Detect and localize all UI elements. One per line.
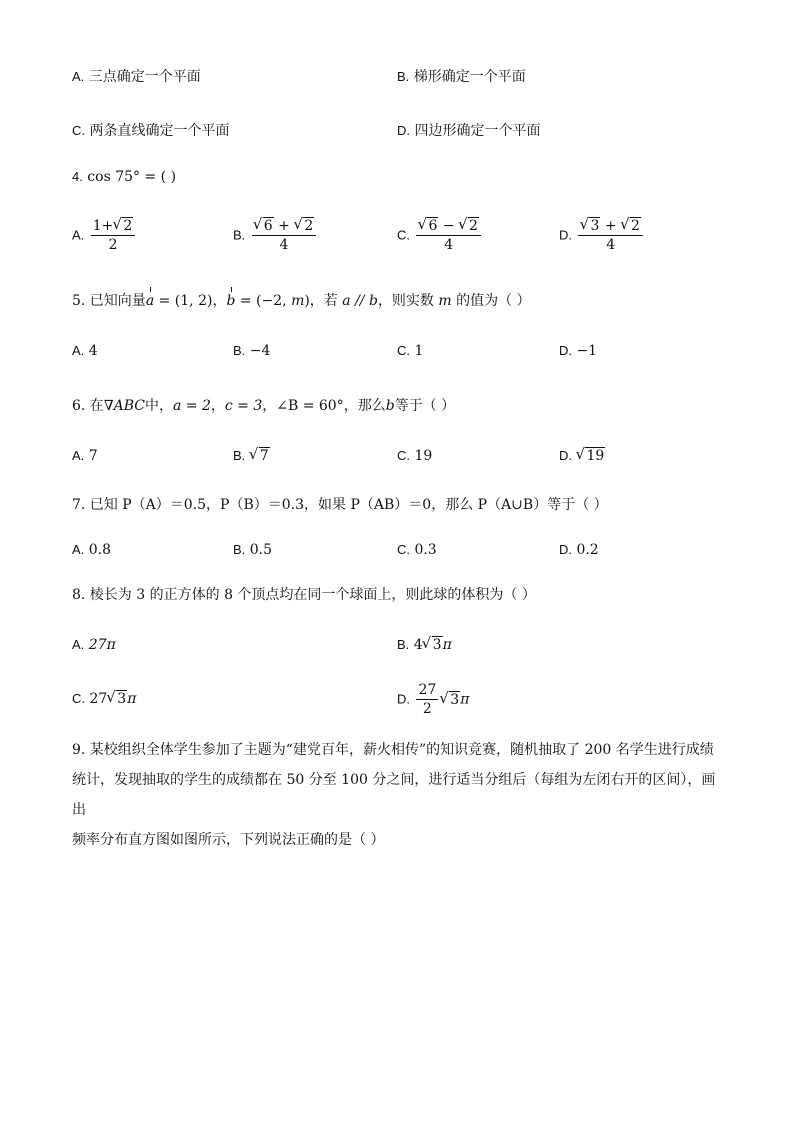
- q3-option-d: [397, 122, 540, 140]
- q3-option-b-text: 梯形确定一个平面: [413, 69, 526, 85]
- q9-line-2: 统计，发现抽取的学生的成绩都在 50 分至 100 分之间，进行适当分组后（每组为左闭右开的区间），画出: [72, 772, 716, 818]
- q8-option-c: C. 27√ 3π: [72, 690, 136, 708]
- fraction: √ $\frac{6 + √ 2}{4}$: [252, 218, 316, 253]
- q9-line-1: 9. 某校组织全体学生参加了主题为“建党百年，薪火相传”的知识竞赛，随机抽取了 200 名学生进行成绩: [72, 742, 714, 758]
- q6-option-b: B. √ 7: [233, 447, 270, 465]
- q7-option-d: D. 0.2: [559, 542, 599, 558]
- q8-stem: 8. 棱长为 3 的正方体的 8 个顶点均在同一个球面上，则此球的体积为（ ）: [72, 587, 536, 603]
- q5-option-c: C. 1: [397, 343, 424, 359]
- q9-paragraph: [72, 735, 722, 855]
- q3-option-a-text: 三点确定一个平面: [88, 69, 201, 85]
- q3-option-d-text: 四边形确定一个平面: [414, 123, 541, 139]
- q5-option-b: B. −4: [233, 343, 271, 359]
- q9-line-3: 频率分布直方图如图所示，下列说法正确的是（ ）: [72, 832, 385, 848]
- q5-stem: 5. 已知向量a = (1, 2)，b = (−2, m)，若 a // b，则实数 m 的值为（ ）: [72, 293, 531, 309]
- option-label: C.: [72, 123, 85, 138]
- q4-tail: = ( ): [144, 169, 177, 185]
- q5-option-a: A. 4: [72, 343, 98, 359]
- q4-option-a: A. $\frac{1+√ 2}{2}$: [72, 218, 137, 253]
- option-label: D.: [397, 123, 410, 138]
- fraction: $\frac{1+√ 2}{2}$: [91, 218, 136, 253]
- option-label: B.: [397, 69, 410, 84]
- option-label: A.: [72, 69, 85, 84]
- q3-option-a: [72, 68, 201, 86]
- vector-b: b: [226, 293, 236, 309]
- q7-option-c: C. 0.3: [397, 542, 437, 558]
- q6-stem: 6. 在∇ABC中，a = 2，c = 3，∠B = 60°，那么b等于（ ）: [72, 398, 456, 414]
- vector-a: a: [145, 293, 155, 309]
- q4-option-c: C. √ $\frac{6 - √ 2}{4}$: [397, 218, 483, 253]
- q4-option-d: D. √ $\frac{3 + √ 2}{4}$: [559, 218, 645, 253]
- q7-option-b: B. 0.5: [233, 542, 273, 558]
- q4-cos: cos: [87, 169, 111, 185]
- q8-option-d: D. $\frac{27}{2}$ √ 3π: [397, 682, 469, 717]
- fraction: √ $\frac{6 - √ 2}{4}$: [416, 218, 480, 253]
- parallel-expr: a // b: [342, 293, 378, 309]
- q7-stem: 7. 已知 P（A）＝0.5，P（B）＝0.3，如果 P（AB）＝0，那么 P（A∪B）等于（ ）: [72, 497, 608, 513]
- q6-option-c: C. 19: [397, 448, 433, 464]
- q4-angle: 75°: [115, 169, 141, 185]
- fraction: $\frac{27}{2}$: [418, 682, 437, 717]
- fraction: √ $\frac{3 + √ 2}{4}$: [578, 218, 642, 253]
- q4-stem: 4. cos 75° = ( ): [72, 169, 177, 185]
- q3-option-b: [397, 68, 526, 86]
- q4-option-b: B. √ $\frac{6 + √ 2}{4}$: [233, 218, 318, 253]
- q3-option-c: [72, 122, 229, 140]
- q5-option-d: D. −1: [559, 343, 598, 359]
- q6-option-a: A. 7: [72, 448, 98, 464]
- q7-option-a: A. 0.8: [72, 542, 112, 558]
- q8-option-b: B. 4√ 3π: [397, 636, 452, 654]
- q3-option-c-text: 两条直线确定一个平面: [89, 123, 230, 139]
- q6-option-d: D. √ 19: [559, 447, 605, 465]
- q8-option-a: A. 27π: [72, 637, 116, 653]
